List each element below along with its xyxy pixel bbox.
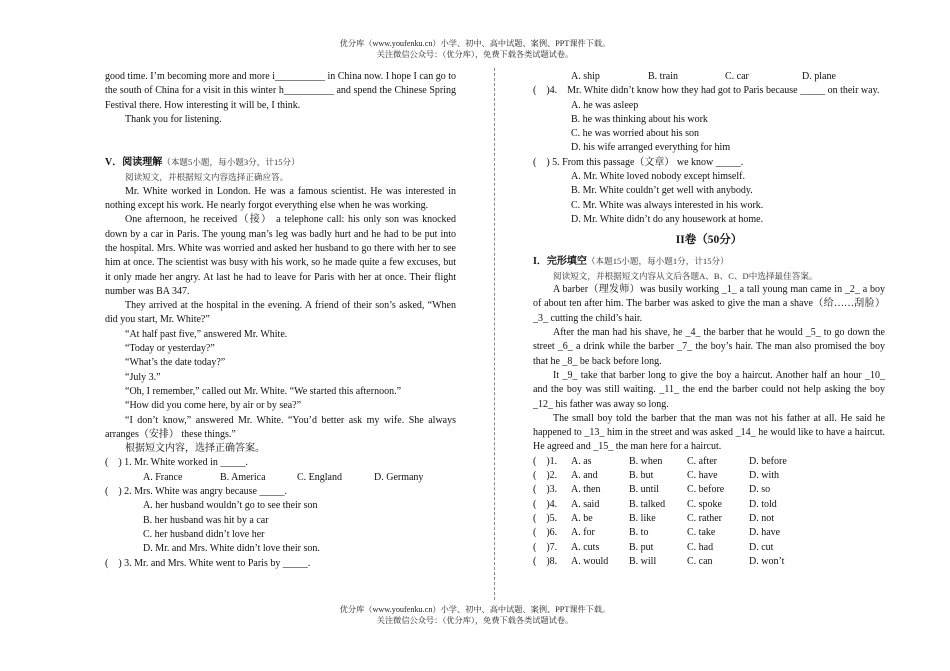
question-3-options xyxy=(533,70,885,84)
option[interactable]: A. Mr. White loved nobody except himself. xyxy=(571,171,745,183)
passage-paragraph: They arrived at the hospital in the evening. A friend of their son’s asked, “When did you start, Mr. White?” xyxy=(105,300,456,326)
option[interactable]: A. ship xyxy=(571,71,600,82)
passage-paragraph: “July 3.” xyxy=(125,371,161,383)
cloze-option-row: ( )5. A. be B. like C. rather D. not xyxy=(533,512,774,524)
option[interactable]: D. his wife arranged everything for him xyxy=(571,142,731,154)
cloze-option-row: ( )1. A. as B. when C. after D. before xyxy=(533,455,787,467)
passage-paragraph: “How did you come here, by air or by sea?” xyxy=(125,400,302,412)
header-line-2: 关注微信公众号：（优分库），免费下载各类试题试卷。 xyxy=(376,50,574,59)
column-divider xyxy=(494,68,495,600)
option[interactable]: D. Germany xyxy=(374,471,424,483)
section-5-heading xyxy=(105,155,456,170)
section-5-title: V．阅读理解 xyxy=(105,157,163,169)
option[interactable]: C. England xyxy=(297,471,342,483)
cloze-option-row: ( )8. A. would B. will C. can D. won’t xyxy=(533,555,785,567)
cloze-paragraph: The small boy told the barber that the man was not his father at all. He said he happened to _13_ him in the street and was asked _14_ he would like to have a haircut. He agreed and _15_ the man here for a haircut. xyxy=(533,412,885,453)
option[interactable]: B. America xyxy=(220,471,266,483)
essay-ending: good time. I’m becoming more and more i__________ in China now. I hope I can go to the south of China for a visit in this winter h__________ and spend the Chinese Spring Festival there. How interesting it will be, I think. xyxy=(105,71,456,111)
footer-line-2: 关注微信公众号：（优分库），免费下载各类试题试卷。 xyxy=(376,616,574,625)
passage-paragraph: “What’s the date today?” xyxy=(125,357,226,369)
question-4-stem: ( )4. Mr. White didn’t know how they had got to Paris because _____ on their way. xyxy=(533,85,880,97)
question-2-stem: ( ) 2. Mrs. White was angry because _____. xyxy=(105,486,287,498)
passage-paragraph: “I don’t know,” answered Mr. White. “You’d better ask my wife. She always arranges（安排） these things.” xyxy=(105,414,456,440)
option[interactable]: B. he was thinking about his work xyxy=(571,113,708,125)
cloze-title: I．完形填空 xyxy=(533,255,587,267)
cloze-instruction: 阅读短文，并根据短文内容从文后各题A、B、C、D中选择最佳答案。 xyxy=(553,270,818,281)
page-footer xyxy=(0,604,950,626)
question-instruction: 根据短文内容，选择正确答案。 xyxy=(125,443,265,455)
cloze-paragraph: It _9_ take that barber long to give the boy a haircut. Another half an hour _10_ and the boy was still waiting. _11_ the end the barber could not help asking the boy _12_ his father was away so long. xyxy=(533,369,885,410)
question-5-stem: ( ) 5. From this passage（文章） we know _____. xyxy=(533,156,744,168)
option[interactable]: B. Mr. White couldn’t get well with anybody. xyxy=(571,185,753,197)
cloze-options xyxy=(533,455,885,569)
cloze-heading xyxy=(533,254,885,269)
cloze-paragraph: A barber（理发师）was busily working _1_ a tall young man came in _2_ a boy of about ten after him. The barber was asked to give the man a shave（给……刮脸） _3_ cutting the child’s hair. xyxy=(533,284,885,324)
cloze-option-row: ( )3. A. then B. until C. before D. so xyxy=(533,484,771,496)
option[interactable]: C. her husband didn’t love her xyxy=(143,528,265,540)
passage-paragraph: “Oh, I remember,” called out Mr. White. “We started this afternoon.” xyxy=(125,385,402,397)
cloze-note: （本题15小题，每小题1分，计15分） xyxy=(586,255,729,266)
option[interactable]: C. car xyxy=(725,71,749,82)
option[interactable]: D. Mr. White didn’t do any housework at home. xyxy=(571,213,764,225)
essay-closing: Thank you for listening. xyxy=(125,113,222,125)
section-5-instruction: 阅读短文，并根据短文内容选择正确应答。 xyxy=(125,172,289,183)
cloze-paragraph: After the man had his shave, he _4_ the barber that he would _5_ to go down the street _6_ a drink while the barber _7_ the boy’s hair. The man also promised the boy that he _8_ be back before long. xyxy=(533,327,885,367)
right-column xyxy=(533,70,885,569)
option[interactable]: B. train xyxy=(648,71,678,82)
page-header xyxy=(0,38,950,60)
option[interactable]: C. he was worried about his son xyxy=(571,128,700,140)
passage-paragraph: Mr. White worked in London. He was a famous scientist. He was interested in nothing except his work. He nearly forgot everything else when he was working. xyxy=(105,185,456,212)
option[interactable]: A. he was asleep xyxy=(571,99,639,111)
question-1-stem: ( ) 1. Mr. White worked in _____. xyxy=(105,457,248,469)
option[interactable]: D. Mr. and Mrs. White didn’t love their son. xyxy=(143,543,320,555)
cloze-option-row: ( )2. A. and B. but C. have D. with xyxy=(533,470,779,482)
cloze-option-row: ( )7. A. cuts B. put C. had D. cut xyxy=(533,541,774,553)
cloze-option-row: ( )4. A. said B. talked C. spoke D. told xyxy=(533,498,777,510)
passage-paragraph: “Today or yesterday?” xyxy=(125,343,215,355)
footer-line-1: 优分库（www.youfenku.cn）小学、初中、高中试题、案例、PPT课件下载。 xyxy=(339,605,611,614)
passage-paragraph: “At half past five,” answered Mr. White. xyxy=(125,328,288,340)
question-1-options xyxy=(105,471,456,485)
question-3-stem: ( ) 3. Mr. and Mrs. White went to Paris by _____. xyxy=(105,557,311,569)
left-column xyxy=(105,70,456,571)
option[interactable]: A. her husband wouldn’t go to see their son xyxy=(143,500,318,512)
part-2-title: II卷（50分） xyxy=(675,234,743,247)
option[interactable]: B. her husband was hit by a car xyxy=(143,514,269,526)
header-line-1: 优分库（www.youfenku.cn）小学、初中、高中试题、案例、PPT课件下载。 xyxy=(339,39,611,48)
option[interactable]: A. France xyxy=(143,471,183,483)
option[interactable]: C. Mr. White was always interested in his work. xyxy=(571,199,764,211)
section-5-note: （本题5小题，每小题3分，计15分） xyxy=(162,157,300,168)
option[interactable]: D. plane xyxy=(802,71,836,82)
passage-paragraph: One afternoon, he received（接） a telephone call: his only son was knocked down by a car in Paris. The young man’s leg was badly hurt and he had to be put into the hospital. Mrs. White was worried and asked her husband to go there with her to see him at once. The scientist was busy with his work, so he made quite a few excuses, but it only made her angry. At last he had to leave for Paris with her at once. Their flight number was BA 347. xyxy=(105,214,456,297)
cloze-option-row: ( )6. A. for B. to C. take D. have xyxy=(533,527,781,539)
